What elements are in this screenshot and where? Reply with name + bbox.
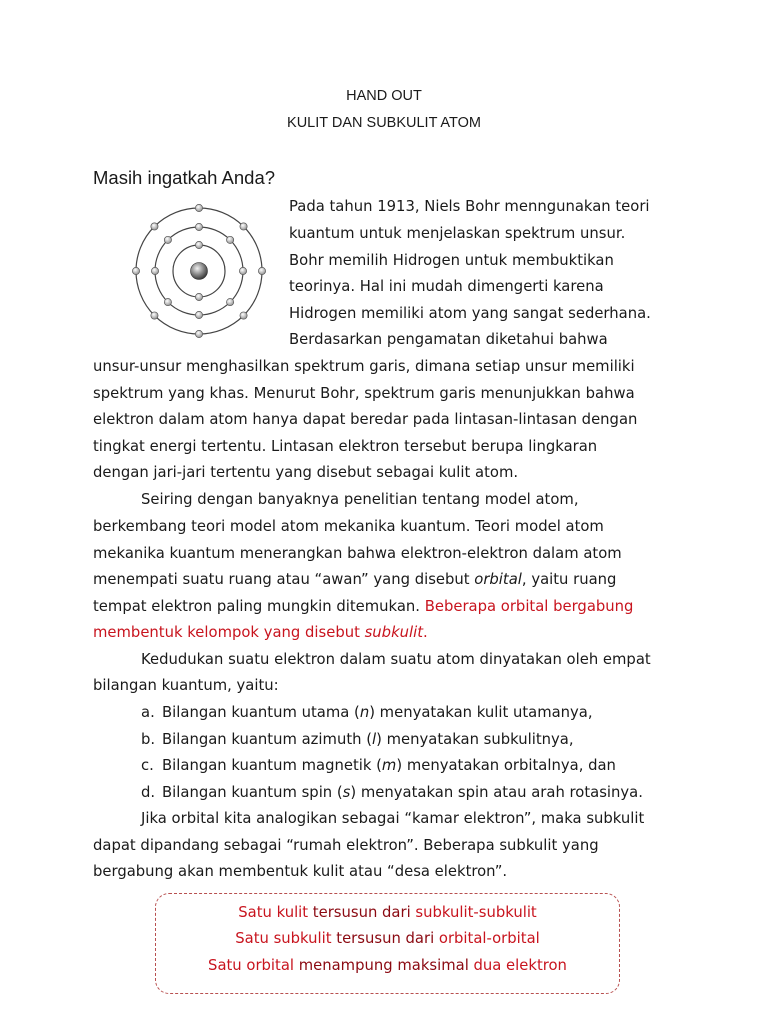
analogy-line: dapat dipandang sebagai “rumah elektron”. Beberapa subkulit yang <box>93 837 599 854</box>
electron <box>195 293 202 300</box>
electron <box>151 312 158 319</box>
nucleus <box>191 263 208 280</box>
electron <box>227 236 234 243</box>
list-item: Bilangan kuantum magnetik (m) menyatakan orbitalnya, dan <box>162 757 616 774</box>
electron <box>240 312 247 319</box>
p3-line2: bilangan kuantum, yaitu: <box>93 677 279 694</box>
electron <box>227 299 234 306</box>
analogy-line: bergabung akan membentuk kulit atau “desa elektron”. <box>93 863 508 880</box>
intro-line: dengan jari-jari tertentu yang disebut sebagai kulit atom. <box>93 464 519 481</box>
p2-line3: mekanika kuantum menerangkan bahwa elektron-elektron dalam atom <box>93 545 622 562</box>
p2-line6: membentuk kelompok yang disebut subkulit. <box>93 624 428 641</box>
list-item: Bilangan kuantum spin (s) menyatakan spin atau arah rotasinya. <box>162 784 643 801</box>
p2-line1: Seiring dengan banyaknya penelitian tentang model atom, <box>141 491 579 508</box>
quantum-symbol: n <box>359 704 370 721</box>
electron <box>258 267 265 274</box>
list-item: Bilangan kuantum utama (n) menyatakan kulit utamanya, <box>162 704 593 721</box>
atom-model-icon <box>132 204 266 338</box>
electron <box>195 204 202 211</box>
intro-line: elektron dalam atom hanya dapat beredar pada lintasan-lintasan dengan <box>93 411 638 428</box>
intro-line: spektrum yang khas. Menurut Bohr, spektrum garis menunjukkan bahwa <box>93 385 635 402</box>
electron <box>195 223 202 230</box>
summary-emphasis: tersusun dari <box>312 904 411 921</box>
electron <box>195 311 202 318</box>
intro-line: Hidrogen memiliki atom yang sangat sederhana. <box>289 305 651 322</box>
intro-line: unsur-unsur menghasilkan spektrum garis, dimana setiap unsur memiliki <box>93 358 635 375</box>
electron <box>195 330 202 337</box>
intro-line: Berdasarkan pengamatan diketahui bahwa <box>289 331 608 348</box>
intro-line: Bohr memilih Hidrogen untuk membuktikan <box>289 252 614 269</box>
summary-line: Satu kulit tersusun dari subkulit-subkulit <box>238 904 537 921</box>
intro-line: Pada tahun 1913, Niels Bohr menngunakan teori <box>289 198 650 215</box>
summary-emphasis: menampung maksimal <box>298 957 469 974</box>
list-item: Bilangan kuantum azimuth (l) menyatakan subkulitnya, <box>162 731 574 748</box>
summary-emphasis: tersusun dari <box>336 930 435 947</box>
p3-line1: Kedudukan suatu elektron dalam suatu atom dinyatakan oleh empat <box>141 651 651 668</box>
highlight-text: Beberapa orbital bergabung <box>424 598 634 615</box>
intro-line: kuantum untuk menjelaskan spektrum unsur. <box>289 225 626 242</box>
p2-line4: menempati suatu ruang atau “awan” yang disebut orbital, yaitu ruang <box>93 571 617 588</box>
quantum-symbol: s <box>342 784 351 801</box>
electron <box>164 236 171 243</box>
subkulit-term: subkulit <box>364 624 424 641</box>
analogy-line: Jika orbital kita analogikan sebagai “kamar elektron”, maka subkulit <box>141 810 645 827</box>
electron <box>151 223 158 230</box>
list-marker: b. <box>141 731 156 748</box>
electron <box>239 267 246 274</box>
section-heading: Masih ingatkah Anda? <box>93 167 276 188</box>
electron <box>132 267 139 274</box>
p2-line2: berkembang teori model atom mekanika kuantum. Teori model atom <box>93 518 604 535</box>
list-marker: d. <box>141 784 156 801</box>
summary-line: Satu orbital menampung maksimal dua elektron <box>208 957 567 974</box>
summary-line: Satu subkulit tersusun dari orbital-orbital <box>235 930 540 947</box>
electron <box>164 299 171 306</box>
quantum-symbol: l <box>372 731 377 748</box>
intro-line: teorinya. Hal ini mudah dimengerti karena <box>289 278 604 295</box>
p2-line5: tempat elektron paling mungkin ditemukan. Beberapa orbital bergabung <box>93 598 634 615</box>
handout-subtitle: KULIT DAN SUBKULIT ATOM <box>287 115 481 131</box>
handout-title: HAND OUT <box>346 88 422 104</box>
electron <box>151 267 158 274</box>
electron <box>240 223 247 230</box>
list-marker: c. <box>141 757 154 774</box>
quantum-symbol: m <box>381 757 397 774</box>
list-marker: a. <box>141 704 155 721</box>
orbital-term: orbital <box>474 571 522 588</box>
electron <box>195 241 202 248</box>
intro-line: tingkat energi tertentu. Lintasan elektron tersebut berupa lingkaran <box>93 438 598 455</box>
